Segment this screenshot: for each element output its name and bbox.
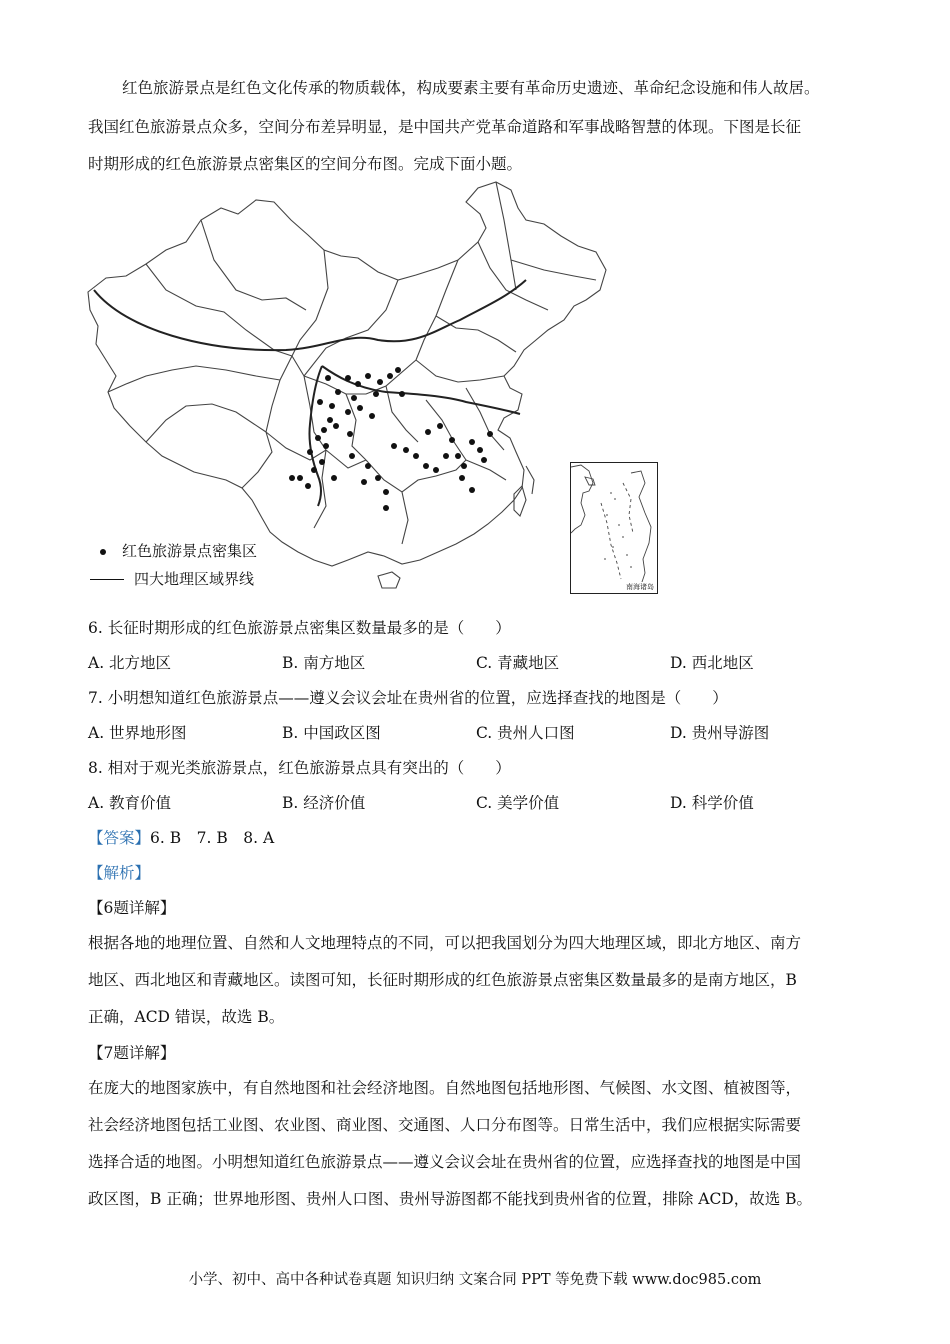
red-tourism-dot	[403, 447, 409, 453]
q6-option-d: D. 西北地区	[670, 654, 754, 672]
south-china-sea-inset	[570, 462, 658, 594]
q8-option-b: B. 经济价值	[282, 794, 366, 812]
detail-7-line-4: 政区图，B 正确；世界地形图、贵州人口图、贵州导游图都不能找到贵州省的位置，排除 ACD，故选 B。	[88, 1190, 813, 1208]
red-tourism-dot	[469, 487, 475, 493]
q7-option-d: D. 贵州导游图	[670, 724, 770, 742]
q8-option-a: A. 教育价值	[88, 794, 172, 812]
legend-line-label: 四大地理区域界线	[134, 570, 255, 588]
red-tourism-dot	[327, 417, 333, 423]
legend-line-icon	[90, 579, 124, 580]
intro-line-2: 我国红色旅游景点众多，空间分布差异明显，是中国共产党革命道路和军事战略智慧的体现。下图是长征	[88, 118, 802, 136]
q8-option-d: D. 科学价值	[670, 794, 754, 812]
red-tourism-dot	[307, 449, 313, 455]
red-tourism-dot	[365, 463, 371, 469]
red-tourism-dot	[395, 367, 401, 373]
inset-figure	[571, 463, 657, 593]
red-tourism-dot	[423, 463, 429, 469]
q6-option-b: B. 南方地区	[282, 654, 366, 672]
legend-dot-icon	[100, 549, 106, 555]
red-tourism-dot	[345, 409, 351, 415]
detail-7-line-2: 社会经济地图包括工业图、农业图、商业图、交通图、人口分布图等。日常生活中，我们应根据实际需要	[88, 1116, 802, 1134]
red-tourism-dot	[321, 427, 327, 433]
intro-line-1: 红色旅游景点是红色文化传承的物质载体，构成要素主要有革命历史遗迹、革命纪念设施和伟人故居。	[122, 79, 820, 97]
region-boundary-south	[322, 366, 520, 414]
red-tourism-dot	[391, 443, 397, 449]
answer-line	[88, 826, 274, 850]
red-tourism-dot	[455, 453, 461, 459]
answer-text: 6. B 7. B 8. A	[150, 829, 275, 847]
detail-6-heading: 【6题详解】	[88, 899, 176, 917]
detail-6-line-2: 地区、西北地区和青藏地区。读图可知，长征时期形成的红色旅游景点密集区数量最多的是南方地区，B	[88, 971, 797, 989]
red-tourism-dot	[433, 467, 439, 473]
red-tourism-dot	[329, 403, 335, 409]
q7-option-b: B. 中国政区图	[282, 724, 381, 742]
detail-6-line-1: 根据各地的地理位置、自然和人文地理特点的不同，可以把我国划分为四大地理区域，即北方地区、南方	[88, 934, 802, 952]
detail-7-line-3: 选择合适的地图。小明想知道红色旅游景点——遵义会议会址在贵州省的位置，应选择查找的地图是中国	[88, 1153, 802, 1171]
intro-line-3: 时期形成的红色旅游景点密集区的空间分布图。完成下面小题。	[88, 155, 523, 173]
legend-dot-label: 红色旅游景点密集区	[122, 542, 258, 560]
question-8-stem: 8. 相对于观光类旅游景点，红色旅游景点具有突出的（ ）	[88, 759, 511, 777]
red-tourism-dot	[317, 399, 323, 405]
hainan-island	[378, 572, 400, 588]
red-tourism-dot	[349, 453, 355, 459]
red-tourism-dot	[311, 467, 317, 473]
q7-option-a: A. 世界地形图	[88, 724, 187, 742]
red-tourism-dot	[351, 395, 357, 401]
inset-label: 南海诸岛	[626, 583, 654, 591]
red-tourism-dot	[399, 391, 405, 397]
question-7-stem: 7. 小明想知道红色旅游景点——遵义会议会址在贵州省的位置，应选择查找的地图是（ ）	[88, 689, 728, 707]
red-tourism-dot	[377, 379, 383, 385]
red-tourism-dots	[289, 367, 493, 511]
red-tourism-dot	[319, 459, 325, 465]
red-tourism-dot	[345, 375, 351, 381]
red-tourism-dot	[469, 439, 475, 445]
analysis-tag: 【解析】	[88, 864, 151, 882]
red-tourism-dot	[315, 435, 321, 441]
red-tourism-dot	[361, 479, 367, 485]
legend-line-item	[90, 568, 254, 589]
china-outline	[88, 182, 606, 566]
answer-tag: 【答案】	[88, 829, 151, 847]
q7-option-c: C. 贵州人口图	[476, 724, 575, 742]
red-tourism-dot	[325, 375, 331, 381]
red-tourism-dot	[289, 475, 295, 481]
q6-option-c: C. 青藏地区	[476, 654, 560, 672]
red-tourism-dot	[323, 443, 329, 449]
red-tourism-dot	[449, 437, 455, 443]
footer-text: 小学、初中、高中各种试卷真题 知识归纳 文案合同 PPT 等免费下载 www.doc985.com	[188, 1272, 762, 1288]
legend-dot-item	[100, 540, 257, 561]
red-tourism-dot	[425, 429, 431, 435]
red-tourism-dot	[383, 505, 389, 511]
red-tourism-dot	[461, 463, 467, 469]
detail-7-line-1: 在庞大的地图家族中，有自然地图和社会经济地图。自然地图包括地形图、气候图、水文图、植被图等，	[88, 1079, 802, 1097]
red-tourism-dot	[333, 423, 339, 429]
detail-6-line-3: 正确，ACD 错误，故选 B。	[88, 1008, 285, 1026]
red-tourism-dot	[331, 475, 337, 481]
red-tourism-dot	[459, 475, 465, 481]
red-tourism-dot	[347, 431, 353, 437]
red-tourism-dot	[297, 475, 303, 481]
red-tourism-dot	[477, 447, 483, 453]
question-6-stem: 6. 长征时期形成的红色旅游景点密集区数量最多的是（ ）	[88, 619, 511, 637]
region-boundary-north	[94, 280, 526, 350]
q6-option-a: A. 北方地区	[88, 654, 172, 672]
red-tourism-dot	[335, 389, 341, 395]
red-tourism-dot	[305, 483, 311, 489]
red-tourism-dot	[437, 423, 443, 429]
red-tourism-dot	[413, 453, 419, 459]
red-tourism-dot	[357, 405, 363, 411]
red-tourism-dot	[481, 457, 487, 463]
red-tourism-dot	[373, 391, 379, 397]
detail-7-heading: 【7题详解】	[88, 1044, 176, 1062]
red-tourism-dot	[387, 373, 393, 379]
q8-option-c: C. 美学价值	[476, 794, 560, 812]
red-tourism-dot	[443, 453, 449, 459]
red-tourism-dot	[369, 413, 375, 419]
red-tourism-dot	[365, 373, 371, 379]
red-tourism-dot	[487, 431, 493, 437]
red-tourism-dot	[355, 381, 361, 387]
red-tourism-dot	[375, 475, 381, 481]
red-tourism-dot	[383, 489, 389, 495]
